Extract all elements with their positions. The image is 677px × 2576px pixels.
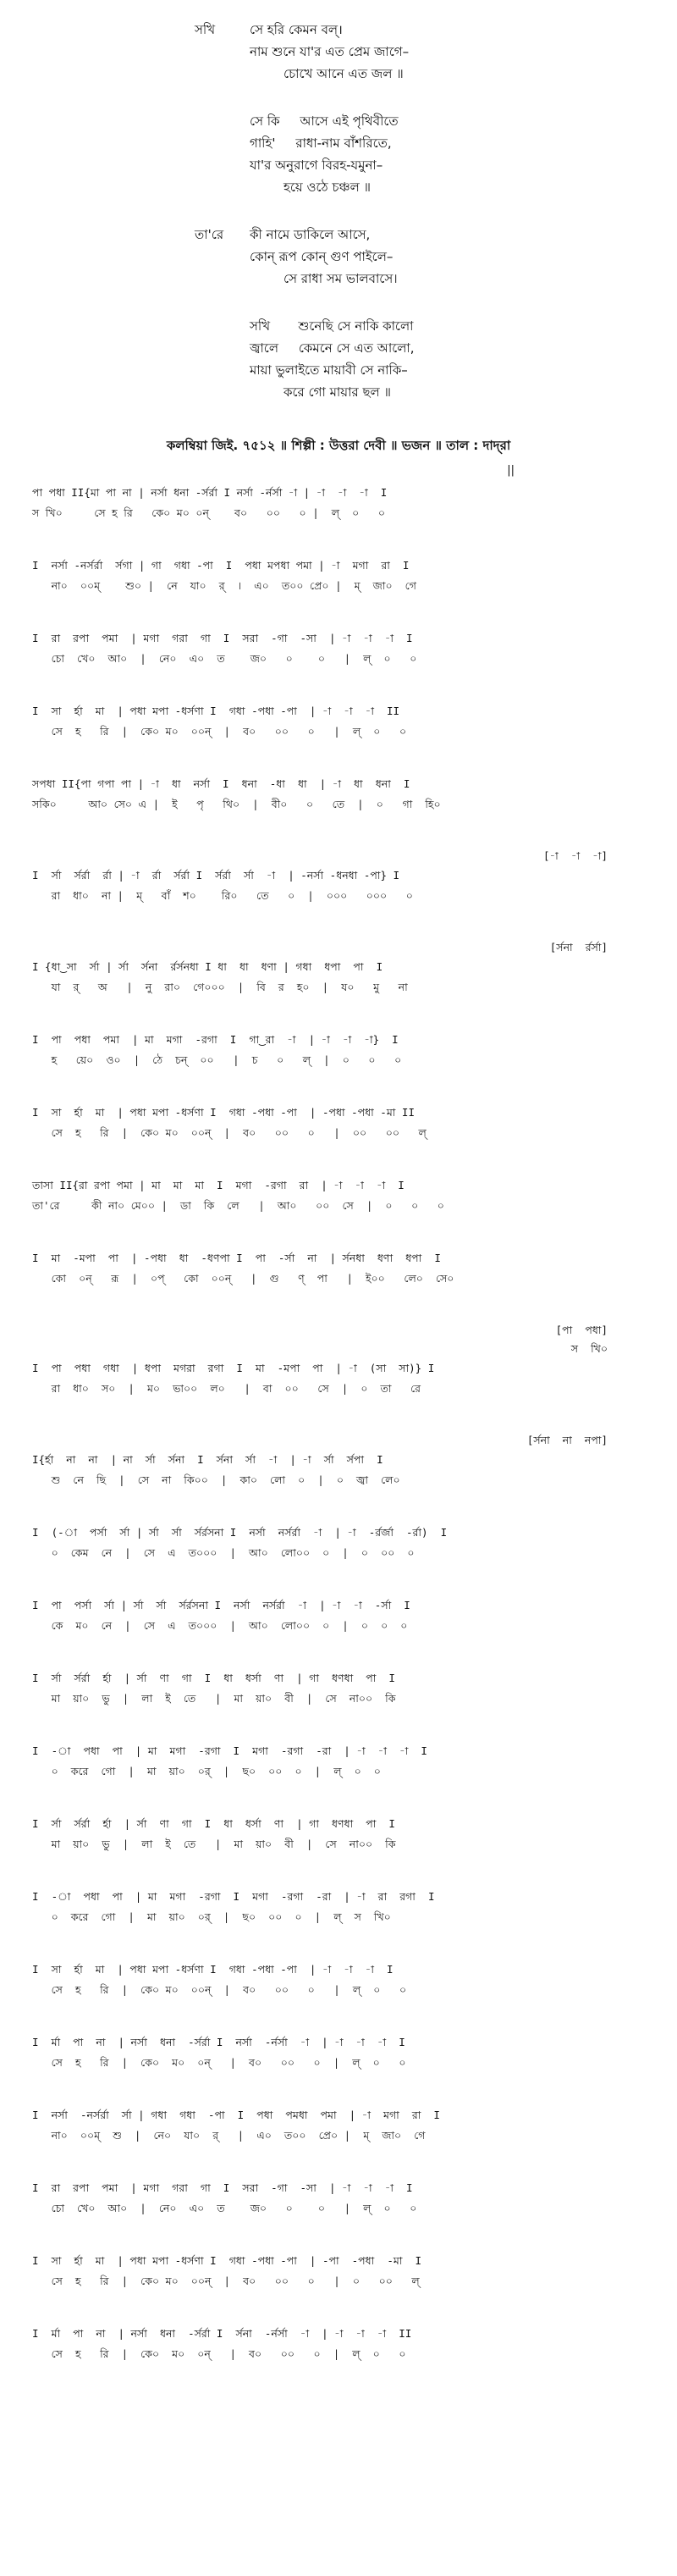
lyrics-line [195, 315, 635, 337]
notation-notes: I পা পধা পমা | মা মগা -রগা I গা‿রা -া | -া -া -া} I [32, 1033, 399, 1046]
notation-notes: I নর্সা -নর্সর্রা র্সগা | গা গধা -পা I পধা মপধা পমা | -া মগা রা I [32, 559, 410, 572]
notation-notes: I{র্হা না না | না র্সা র্সনা I র্সনা র্সা -া | -া র্সা র্সপা I [32, 1453, 383, 1466]
lyrics-line [195, 132, 635, 154]
lyrics-text: করে গো মায়ার ছল ॥ [283, 384, 391, 400]
notation-notes: I মা -মপা পা | -পধা ধা -ধণপা I পা -র্সা না | র্সনধা ধণা ধপা I [32, 1252, 441, 1264]
notation-row [32, 1248, 650, 1289]
notation-row [32, 2032, 650, 2073]
notation-notes: I র্সা র্সর্রা র্হা | র্সা ণা গা I ধা ধর্সা ণা | গা ধণধা পা I [32, 1672, 395, 1684]
lyrics-stanza [195, 19, 635, 85]
lyrics-text: জ্বালে কেমনে সে এত আলো, [250, 340, 415, 356]
notation-row [32, 483, 650, 523]
notation-notes: I রা রপা পমা | মগা গরা গা I সরা -গা -সা | -া -া -া I [32, 632, 413, 644]
notation-notes: I (-া পর্সা র্সা | র্সা র্সা র্সর্রসনা I নর্সা নর্সর্রা -া | -া -র্রর্জা -র্রা) I [32, 1526, 448, 1539]
notation-syllables: যা র্ অ | নু রা০ গে০০০ | বি র হ০ | য০ মু না [32, 981, 408, 993]
lyrics-lead: তা'রে [195, 227, 224, 242]
notation-notes: I র্মা পা না | নর্সা ধনা -র্সর্রা I র্সনা -র্নর্সা -া | -া -া -া II [32, 2327, 412, 2340]
lyrics-text: সে রাধা সম ভালবাসে। [283, 271, 398, 286]
notation-row [32, 1030, 650, 1070]
notation-syllables: রা ধা০ স০ | ম০ ভা০০ ল০ | বা ০০ সে | ০ তা রে [32, 1382, 421, 1395]
notation-notes: I পা পধা গধা | ধপা মগরা রগা I মা -মপা পা | -া (সা সা)} I [32, 1362, 435, 1374]
lyrics-text: চোখে আনে এত জল ॥ [283, 66, 404, 81]
notation-notes: I সা র্হা মা | পধা মপা -ধর্সণা I গধা -পধা -পা | -া -া -া I [32, 1963, 394, 1976]
lyrics-text: মায়া ভুলাইতে মায়াবী সে নাকি– [250, 362, 408, 378]
notation-row [32, 774, 650, 815]
notation-row [32, 2324, 650, 2364]
notation-syllables: স খি০ সে হ রি কে০ ম০ ০ন্ ব০ ০০ ০ | ল্ ০ ০ [32, 506, 385, 519]
lyrics-text: নাম শুনে যা'র এত প্রেম জাগে– [250, 44, 410, 59]
notation-row [32, 1523, 650, 1563]
notation-syllables: সে হ রি | কে০ ম০ ০০ন্ | ব০ ০০ ০ | ল্ ০ ০ [32, 1983, 407, 1996]
notation-row [32, 1741, 650, 1782]
lyrics-line [195, 359, 635, 381]
lyrics-line [195, 268, 635, 290]
notation-row [32, 847, 650, 906]
notation-variant: [পা পধা] [555, 1324, 608, 1336]
lyrics-stanza [195, 315, 635, 403]
lyrics-text: কী নামে ডাকিলে আসে, [250, 227, 371, 242]
notation [32, 464, 650, 2396]
notation-syllables: কে ম০ নে | সে এ ত০০০ | আ০ লো০০ ০ | ০ ০ ০ [32, 1619, 408, 1632]
notation-syllables: মা য়া০ ভু | লা ই তে | মা য়া০ বী | সে না০০ কি [32, 1692, 396, 1705]
notation-syllables: রা ধা০ না | ম্ বাঁ শ০ রি০ তে ০ | ০০০ ০০০ ০ [32, 889, 413, 902]
notation-syllables: ০ করে গো | মা য়া০ ০র্ | ছ০ ০০ ০ | ল্ ০ ০ [32, 1765, 381, 1777]
lyrics-line [195, 224, 635, 246]
notation-row [32, 1814, 650, 1855]
notation-notes: সপধা II{পা গপা পা | -া ধা নর্সা I ধনা -ধা ধা | -া ধা ধনা I [32, 777, 410, 790]
notation-notes: পা পধা II{মা পা না | নর্সা ধনা -র্সর্রা I নর্সা -র্নর্সা -া | -া -া -া I [32, 486, 388, 499]
notation-syllables: সে হ রি | কে০ ম০ ০ন্ | ব০ ০০ ০ | ল্ ০ ০ [32, 2056, 406, 2069]
lyrics [195, 19, 635, 428]
notation-row [32, 1595, 650, 1636]
lyrics-line [195, 19, 635, 41]
notation-row [32, 1175, 650, 1216]
notation-syllables: তা'রে কী না০ মে০০ | ডা কি লে | আ০ ০০ সে | ০ ০ ০ [32, 1199, 444, 1212]
notation-syllables: কো ০ন্ রূ | ০প্ কো ০০ন্ | গু ণ্ পা | ই০০ লে০ সে০ [32, 1272, 454, 1285]
notation-row [32, 701, 650, 742]
notation-syllables: শু নে ছি | সে না কি০০ | কা০ লো ০ | ০ জ্বা লে০ [32, 1473, 400, 1486]
notation-notes: I -া পধা পা | মা মগা -রগা I মগা -রগা -রা | -া -া -া I [32, 1744, 427, 1757]
lyrics-line [195, 154, 635, 176]
notation-syllables: সকি০ আ০ সে০ এ | ই পৃ থি০ | বী০ ০ তে | ০ গা হি০ [32, 798, 441, 810]
notation-syllables: না০ ০০ম্ শু | নে০ যা০ র্ | এ০ ত০০ প্রে০ | ম্ জা০ গে [32, 2129, 426, 2142]
record-header: কলম্বিয়া জিই. ৭৫১২ ॥ শিল্পী : উত্তরা দেবী ॥ ভজন ॥ তাল : দাদ্‌রা [166, 438, 511, 453]
lyrics-text: কোন্‌ রূপ কোন্‌ গুণ পাইলে– [250, 249, 394, 264]
lyrics-text: সখি শুনেছি সে নাকি কালো [250, 318, 414, 334]
notation-row [32, 938, 650, 998]
notation-notes: I সা র্হা মা | পধা মপা -ধর্সণা I গধা -পধা -পা | -া -া -া II [32, 705, 400, 717]
notation-notes: I র্সা র্সর্রা র্হা | র্সা ণা গা I ধা ধর্সা ণা | গা ধণধা পা I [32, 1817, 395, 1830]
lyrics-lead: সখি [195, 22, 216, 37]
notation-syllables: ০ করে গো | মা য়া০ ০র্ | ছ০ ০০ ০ | ল্ স খি০ [32, 1910, 391, 1923]
notation-row [32, 2251, 650, 2291]
notation-syllables: না০ ০০ম্ শু০ | নে যা০ র্ । এ০ ত০০ প্রে০ | ম্ জা০ গে [32, 579, 416, 592]
lyrics-text: সে কি আসে এই পৃথিবীতে [250, 113, 399, 129]
notation-syllables: সে হ রি | কে০ ম০ ০০ন্ | ব০ ০০ ০ | ০ ০০ ল্ [32, 2275, 420, 2287]
notation-variant: [র্সনা না নপা] [526, 1434, 608, 1446]
notation-syllables: হ য়ে০ ও০ | ঠে চন্ ০০ | চ ০ ল্ | ০ ০ ০ [32, 1053, 402, 1066]
lyrics-text: গাহি' রাধা-নাম বাঁশরিতে, [250, 135, 392, 151]
notation-row [32, 628, 650, 669]
notation-syllables: সে হ রি | কে০ ম০ ০০ন্ | ব০ ০০ ০ | ল্ ০ ০ [32, 725, 407, 738]
notation-notes: I সা র্হা মা | পধা মপা -ধর্সণা I গধা -পধা -পা | -পা -পধা -মা I [32, 2254, 422, 2267]
notation-row [32, 1103, 650, 1143]
notation-syllables: চো খে০ আ০ | নে০ এ০ ত জ০ ০ ০ | ল্ ০ ০ [32, 652, 417, 665]
notation-notes: I নর্সা -নর্সর্রা র্সা | গধা গধা -পা I পধা পমধা পমা | -া মগা রা I [32, 2109, 440, 2121]
notation-syllables: সে হ রি | কে০ ম০ ০০ন্ | ব০ ০০ ০ | ০০ ০০ ল্ [32, 1126, 427, 1139]
lyrics-text: সে হরি কেমন বল্‌। [250, 22, 343, 37]
notation-row [32, 556, 650, 596]
notation-syllables: চো খে০ আ০ | নে০ এ০ ত জ০ ০ ০ | ল্ ০ ০ [32, 2202, 417, 2214]
lyrics-line [195, 246, 635, 268]
notation-notes: I সা র্হা মা | পধা মপা -ধর্সণা I গধা -পধা -পা | -পধা -পধা -মা II [32, 1106, 415, 1119]
notation-variant: [-া -া -া] [542, 849, 608, 862]
notation-row [32, 1887, 650, 1927]
notation-notes: তাসা II{রা রপা পমা | মা মা মা I মগা -রগা রা | -া -া -া I [32, 1179, 405, 1191]
notation-row [32, 1960, 650, 2000]
notation-notes: I র্সা র্সর্রা র্রা | -া র্রা র্সর্রা I র্সর্রা র্সা -া | -নর্সা -ধনধা -পা} I [32, 869, 400, 882]
notation-syllables: ০ কেম নে | সে এ ত০০০ | আ০ লো০০ ০ | ০ ০০ ০ [32, 1546, 415, 1559]
notation-syllables: মা য়া০ ভু | লা ই তে | মা য়া০ বী | সে না০০ কি [32, 1838, 396, 1850]
lyrics-line [195, 337, 635, 359]
notation-variant: [র্সনা র্রর্সা] [549, 941, 608, 954]
notation-notes: I র্মা পা না | নর্সা ধনা -র্সর্রা I নর্সা -র্নর্সা -া | -া -া -া I [32, 2036, 405, 2048]
notation-notes: I {ধা‿সা র্সা | র্সা র্সনা র্রর্সনধা I ধা ধা ধণা | গধা ধপা পা I [32, 960, 383, 973]
lyrics-line [195, 41, 635, 63]
lyrics-line [195, 63, 635, 85]
notation-syllables: সে হ রি | কে০ ম০ ০ন্ | ব০ ০০ ০ | ল্ ০ ০ [32, 2347, 406, 2360]
notation-row [32, 1431, 650, 1490]
lyrics-stanza [195, 224, 635, 290]
lyrics-line [195, 381, 635, 403]
lyrics-text: যা'র অনুরাগে বিরহ-যমুনা– [250, 158, 383, 173]
lyrics-stanza [195, 110, 635, 198]
notation-notes: I পা পর্সা র্সা | র্সা র্সা র্সর্রসনা I নর্সা নর্সর্রা -া | -া -া -র্সা I [32, 1599, 410, 1611]
lyrics-text: হয়ে ওঠে চঞ্চল ॥ [283, 180, 371, 195]
notation-row [32, 2105, 650, 2146]
notation-notes: I -া পধা পা | মা মগা -রগা I মগা -রগা -রা | -া রা রগা I [32, 1890, 435, 1903]
lyrics-line [195, 176, 635, 198]
notation-notes: I রা রপা পমা | মগা গরা গা I সরা -গা -সা | -া -া -া I [32, 2181, 413, 2194]
notation-variant-lyric: স খি০ [570, 1342, 608, 1355]
notation-row [32, 1668, 650, 1709]
notation-row [32, 1321, 650, 1399]
notation-row [32, 2178, 650, 2219]
repeat-marker: || [507, 464, 515, 477]
lyrics-line [195, 110, 635, 132]
